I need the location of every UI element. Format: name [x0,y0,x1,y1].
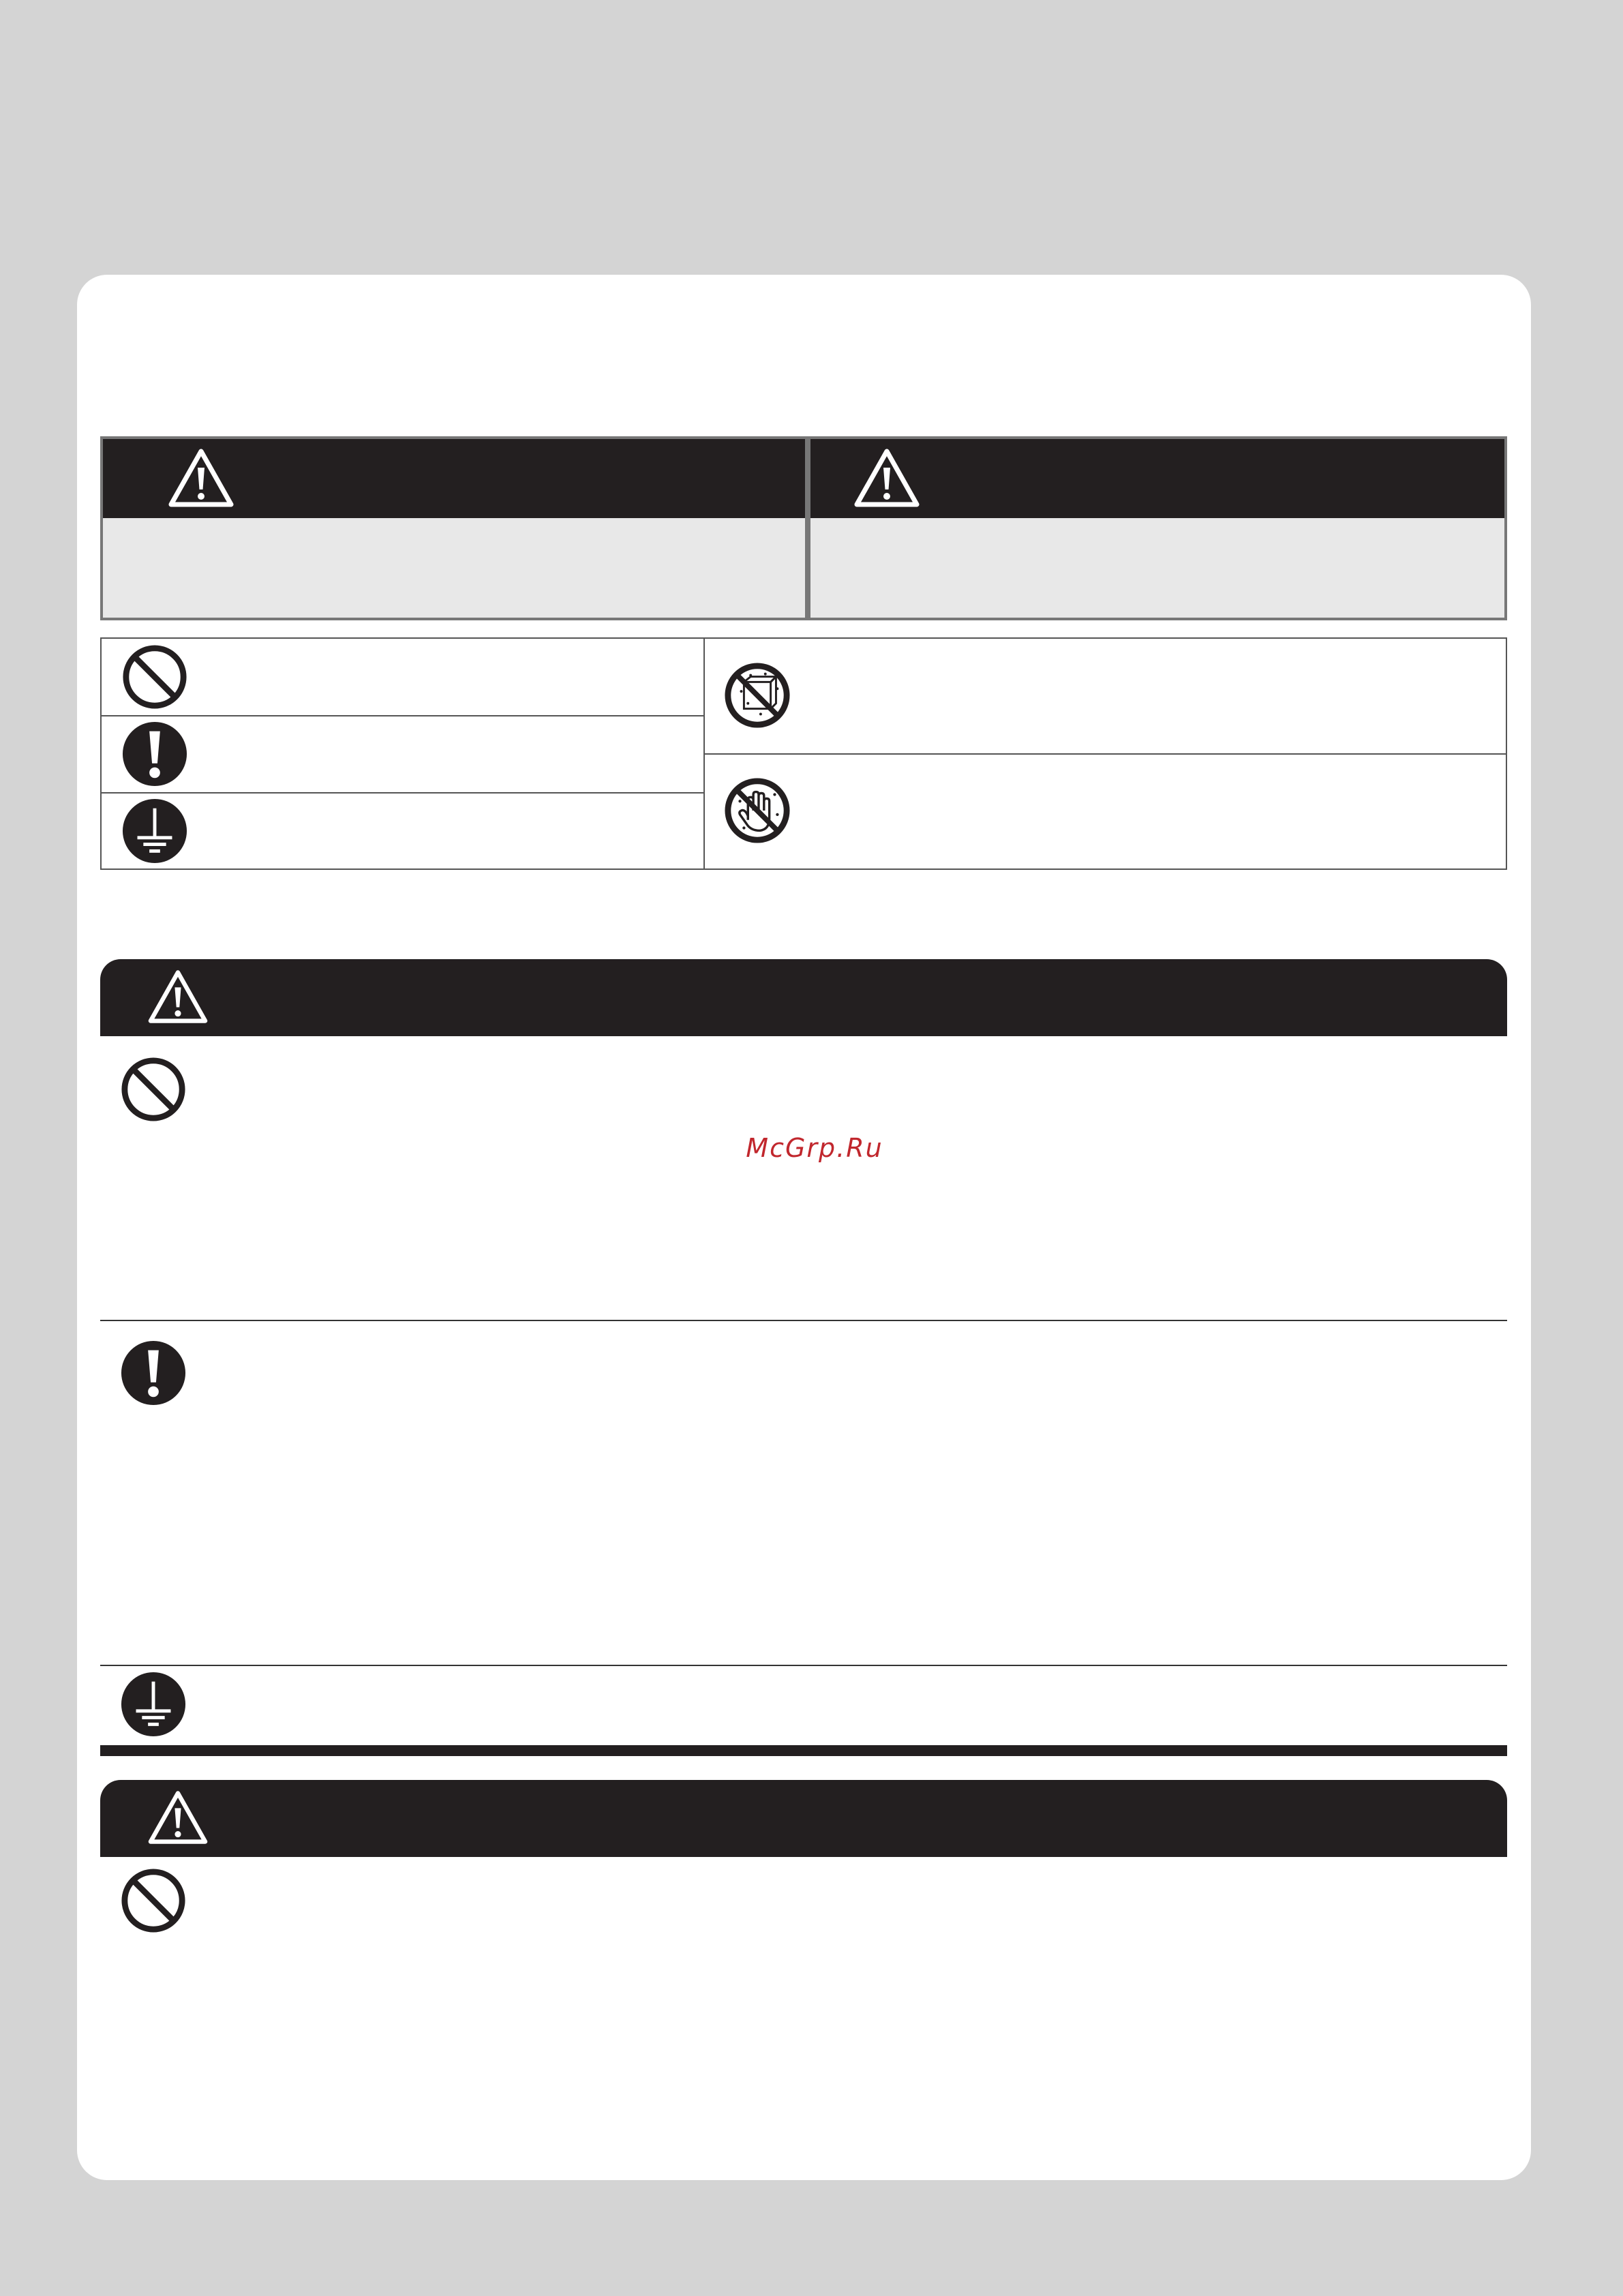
watermark-text: McGrp.Ru [746,1133,883,1163]
warning-section-header [100,959,1507,1036]
caution-section-header [100,1780,1507,1857]
panel-divider [805,439,810,618]
table-row-divider [703,753,1506,755]
section-end-bar [100,1745,1507,1756]
table-row-divider [102,792,705,794]
ground-icon [120,1671,187,1738]
signal-word-panels [100,436,1507,620]
warning-triangle-icon [147,1789,209,1845]
section-rule [100,1665,1507,1666]
mandatory-action-icon [120,1340,187,1406]
prohibition-icon [121,644,188,710]
warning-triangle-icon [853,447,921,509]
ground-icon [121,798,188,864]
do-not-get-wet-icon [724,662,791,729]
mandatory-action-icon [121,721,188,787]
symbol-legend-table [100,637,1507,870]
prohibition-icon [120,1867,187,1934]
prohibition-icon [120,1056,187,1123]
table-row-divider [102,715,705,716]
no-wet-hands-icon [724,777,791,844]
section-rule [100,1320,1507,1321]
warning-triangle-icon [147,969,209,1025]
warning-triangle-icon [167,447,235,509]
caution-header-right [810,439,1504,518]
warning-header-left [103,439,805,518]
